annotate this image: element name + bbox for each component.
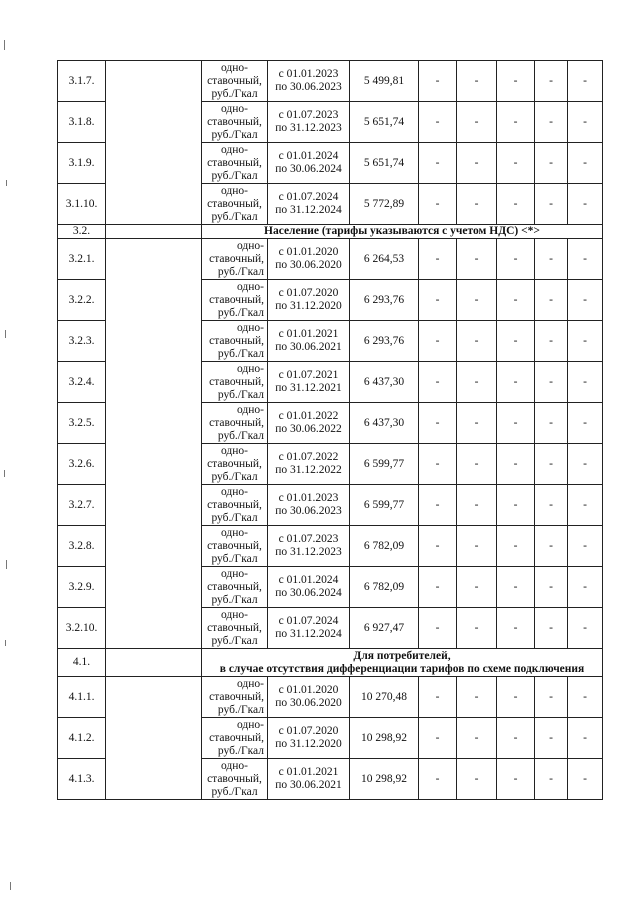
- row-number: 3.2.10.: [58, 608, 106, 649]
- period: [268, 759, 350, 800]
- rate-type: [202, 102, 268, 143]
- empty-value-d3: -: [497, 184, 535, 225]
- section-row: [58, 649, 603, 677]
- empty-value-d2: -: [457, 143, 497, 184]
- period-line: с 01.01.2020: [278, 684, 339, 696]
- tariff-value: 6 599,77: [350, 444, 419, 485]
- rate-type-line: руб./Гкал: [217, 306, 264, 319]
- period-line: по 30.06.2021: [275, 779, 342, 791]
- period-line: с 01.07.2024: [278, 615, 339, 627]
- period-line: по 30.06.2020: [275, 259, 342, 271]
- group-cell: [106, 649, 202, 677]
- empty-value-d3: -: [497, 280, 535, 321]
- empty-value-d3: -: [497, 239, 535, 280]
- rate-type: [202, 608, 268, 649]
- empty-value-d1: -: [419, 759, 457, 800]
- empty-value-d2: -: [457, 677, 497, 718]
- rate-type-line: руб./Гкал: [211, 210, 258, 223]
- period-line: с 01.01.2023: [278, 492, 339, 504]
- rate-type: [202, 321, 268, 362]
- empty-value-d5: -: [568, 526, 603, 567]
- row-number: 3.1.7.: [58, 61, 106, 102]
- row-number: 3.1.9.: [58, 143, 106, 184]
- empty-value-d5: -: [568, 403, 603, 444]
- empty-value-d4: -: [535, 677, 568, 718]
- tariff-value: 6 293,76: [350, 280, 419, 321]
- empty-value-d2: -: [457, 567, 497, 608]
- rate-type: [202, 239, 268, 280]
- empty-value-d3: -: [497, 61, 535, 102]
- empty-value-d5: -: [568, 280, 603, 321]
- rate-type-line: одно-: [220, 102, 248, 115]
- tariff-value: 10 298,92: [350, 718, 419, 759]
- empty-value-d3: -: [497, 321, 535, 362]
- scan-mark: [4, 470, 5, 477]
- period: [268, 61, 350, 102]
- tariff-table: [57, 60, 603, 800]
- period: [268, 239, 350, 280]
- empty-value-d5: -: [568, 718, 603, 759]
- tariff-value: 5 772,89: [350, 184, 419, 225]
- period-line: по 30.06.2023: [275, 81, 342, 93]
- rate-type-line: ставочный,: [207, 115, 262, 128]
- empty-value-d1: -: [419, 239, 457, 280]
- rate-type-line: ставочный,: [207, 498, 262, 511]
- rate-type-line: ставочный,: [207, 156, 262, 169]
- period-line: с 01.07.2024: [278, 191, 339, 203]
- empty-value-d3: -: [497, 718, 535, 759]
- empty-value-d4: -: [535, 444, 568, 485]
- rate-type-line: одно-: [220, 444, 248, 457]
- row-number: 3.2.5.: [58, 403, 106, 444]
- tariff-row: [58, 677, 603, 718]
- rate-type-line: ставочный,: [209, 731, 264, 744]
- tariff-value: 5 499,81: [350, 61, 419, 102]
- empty-value-d2: -: [457, 608, 497, 649]
- period-line: по 30.06.2020: [275, 697, 342, 709]
- empty-value-d1: -: [419, 280, 457, 321]
- group-cell: [106, 61, 202, 225]
- period: [268, 567, 350, 608]
- section-title: [202, 225, 603, 239]
- row-number: 3.2.: [58, 225, 106, 239]
- empty-value-d5: -: [568, 239, 603, 280]
- rate-type: [202, 567, 268, 608]
- row-number: 3.2.1.: [58, 239, 106, 280]
- scan-mark: [6, 560, 7, 569]
- empty-value-d2: -: [457, 280, 497, 321]
- rate-type-line: руб./Гкал: [211, 785, 258, 798]
- empty-value-d1: -: [419, 567, 457, 608]
- period-line: по 31.12.2020: [275, 738, 342, 750]
- tariff-value: 6 927,47: [350, 608, 419, 649]
- row-number: 3.1.10.: [58, 184, 106, 225]
- section-title: [202, 649, 603, 677]
- rate-type-line: одно-: [236, 362, 264, 375]
- empty-value-d2: -: [457, 321, 497, 362]
- period-line: по 30.06.2024: [275, 163, 342, 175]
- rate-type-line: одно-: [236, 403, 264, 416]
- rate-type: [202, 403, 268, 444]
- empty-value-d1: -: [419, 485, 457, 526]
- empty-value-d4: -: [535, 280, 568, 321]
- rate-type-line: одно-: [220, 143, 248, 156]
- empty-value-d4: -: [535, 608, 568, 649]
- empty-value-d2: -: [457, 485, 497, 526]
- period: [268, 362, 350, 403]
- rate-type: [202, 61, 268, 102]
- rate-type-line: ставочный,: [207, 74, 262, 87]
- tariff-value: 6 782,09: [350, 567, 419, 608]
- rate-type-line: одно-: [236, 718, 264, 731]
- period: [268, 143, 350, 184]
- row-number: 3.2.9.: [58, 567, 106, 608]
- period-line: по 30.06.2023: [275, 505, 342, 517]
- period-line: с 01.07.2023: [278, 533, 339, 545]
- period: [268, 102, 350, 143]
- rate-type-line: одно-: [220, 61, 248, 74]
- rate-type: [202, 718, 268, 759]
- period-line: по 31.12.2023: [275, 546, 342, 558]
- empty-value-d5: -: [568, 362, 603, 403]
- rate-type-line: руб./Гкал: [211, 552, 258, 565]
- empty-value-d2: -: [457, 61, 497, 102]
- empty-value-d5: -: [568, 485, 603, 526]
- empty-value-d1: -: [419, 61, 457, 102]
- period-line: с 01.01.2024: [278, 150, 339, 162]
- period-line: по 30.06.2024: [275, 587, 342, 599]
- tariff-row: [58, 239, 603, 280]
- rate-type-line: руб./Гкал: [217, 429, 264, 442]
- empty-value-d2: -: [457, 403, 497, 444]
- empty-value-d2: -: [457, 526, 497, 567]
- tariff-value: 10 270,48: [350, 677, 419, 718]
- empty-value-d5: -: [568, 608, 603, 649]
- empty-value-d5: -: [568, 444, 603, 485]
- period: [268, 280, 350, 321]
- period-line: с 01.07.2023: [278, 109, 339, 121]
- row-number: 3.2.8.: [58, 526, 106, 567]
- period-line: по 31.12.2020: [275, 300, 342, 312]
- rate-type-line: одно-: [236, 239, 264, 252]
- empty-value-d1: -: [419, 321, 457, 362]
- empty-value-d2: -: [457, 444, 497, 485]
- rate-type: [202, 526, 268, 567]
- tariff-value: 5 651,74: [350, 143, 419, 184]
- rate-type-line: руб./Гкал: [211, 169, 258, 182]
- period: [268, 184, 350, 225]
- section-title-line: в случае отсутствия дифференциации тарифов по схеме подключения: [219, 662, 585, 675]
- rate-type-line: ставочный,: [207, 539, 262, 552]
- empty-value-d5: -: [568, 567, 603, 608]
- period-line: с 01.07.2020: [278, 287, 339, 299]
- rate-type-line: ставочный,: [209, 416, 264, 429]
- scan-mark: [5, 640, 6, 646]
- empty-value-d3: -: [497, 526, 535, 567]
- period-line: с 01.07.2020: [278, 725, 339, 737]
- rate-type-line: ставочный,: [207, 580, 262, 593]
- scan-mark: [4, 40, 5, 50]
- row-number: 4.1.: [58, 649, 106, 677]
- empty-value-d4: -: [535, 239, 568, 280]
- tariff-value: 6 599,77: [350, 485, 419, 526]
- tariff-value: 5 651,74: [350, 102, 419, 143]
- period-line: с 01.01.2024: [278, 574, 339, 586]
- empty-value-d4: -: [535, 102, 568, 143]
- empty-value-d1: -: [419, 143, 457, 184]
- empty-value-d4: -: [535, 759, 568, 800]
- empty-value-d5: -: [568, 321, 603, 362]
- period-line: с 01.01.2021: [278, 766, 339, 778]
- empty-value-d3: -: [497, 102, 535, 143]
- tariff-value: 6 264,53: [350, 239, 419, 280]
- period-line: по 31.12.2022: [275, 464, 342, 476]
- period: [268, 403, 350, 444]
- row-number: 3.2.7.: [58, 485, 106, 526]
- empty-value-d1: -: [419, 718, 457, 759]
- row-number: 4.1.3.: [58, 759, 106, 800]
- row-number: 3.2.6.: [58, 444, 106, 485]
- empty-value-d5: -: [568, 184, 603, 225]
- period-line: с 01.07.2022: [278, 451, 339, 463]
- row-number: 3.2.4.: [58, 362, 106, 403]
- rate-type-line: одно-: [220, 567, 248, 580]
- empty-value-d5: -: [568, 102, 603, 143]
- empty-value-d3: -: [497, 444, 535, 485]
- rate-type-line: руб./Гкал: [217, 347, 264, 360]
- empty-value-d5: -: [568, 143, 603, 184]
- rate-type-line: ставочный,: [207, 772, 262, 785]
- empty-value-d3: -: [497, 759, 535, 800]
- row-number: 4.1.2.: [58, 718, 106, 759]
- rate-type: [202, 280, 268, 321]
- rate-type-line: ставочный,: [209, 293, 264, 306]
- empty-value-d1: -: [419, 102, 457, 143]
- empty-value-d2: -: [457, 239, 497, 280]
- rate-type-line: одно-: [220, 485, 248, 498]
- rate-type-line: ставочный,: [207, 457, 262, 470]
- empty-value-d4: -: [535, 526, 568, 567]
- rate-type-line: ставочный,: [209, 252, 264, 265]
- empty-value-d4: -: [535, 403, 568, 444]
- empty-value-d3: -: [497, 485, 535, 526]
- rate-type-line: ставочный,: [209, 690, 264, 703]
- period: [268, 677, 350, 718]
- empty-value-d4: -: [535, 321, 568, 362]
- rate-type-line: руб./Гкал: [211, 634, 258, 647]
- empty-value-d5: -: [568, 61, 603, 102]
- period-line: с 01.01.2023: [278, 68, 339, 80]
- empty-value-d1: -: [419, 403, 457, 444]
- empty-value-d1: -: [419, 526, 457, 567]
- rate-type-line: руб./Гкал: [211, 511, 258, 524]
- tariff-value: 6 437,30: [350, 362, 419, 403]
- row-number: 4.1.1.: [58, 677, 106, 718]
- tariff-row: [58, 61, 603, 102]
- row-number: 3.2.3.: [58, 321, 106, 362]
- rate-type: [202, 677, 268, 718]
- rate-type-line: руб./Гкал: [217, 703, 264, 716]
- rate-type-line: руб./Гкал: [217, 744, 264, 757]
- empty-value-d5: -: [568, 677, 603, 718]
- period-line: по 30.06.2021: [275, 341, 342, 353]
- empty-value-d4: -: [535, 718, 568, 759]
- group-cell: [106, 677, 202, 800]
- rate-type: [202, 444, 268, 485]
- period: [268, 526, 350, 567]
- group-cell: [106, 239, 202, 649]
- scan-mark: [10, 882, 11, 890]
- empty-value-d3: -: [497, 143, 535, 184]
- empty-value-d4: -: [535, 485, 568, 526]
- row-number: 3.1.8.: [58, 102, 106, 143]
- rate-type-line: одно-: [236, 321, 264, 334]
- rate-type-line: одно-: [220, 526, 248, 539]
- empty-value-d3: -: [497, 677, 535, 718]
- period: [268, 608, 350, 649]
- period-line: по 30.06.2022: [275, 423, 342, 435]
- tariff-value: 6 782,09: [350, 526, 419, 567]
- rate-type-line: руб./Гкал: [211, 593, 258, 606]
- period: [268, 718, 350, 759]
- section-title-line: Для потребителей,: [353, 649, 451, 662]
- rate-type-line: руб./Гкал: [211, 470, 258, 483]
- section-title-line: Население (тарифы указываются с учетом НДС) <*>: [264, 225, 540, 237]
- empty-value-d4: -: [535, 567, 568, 608]
- empty-value-d1: -: [419, 608, 457, 649]
- period: [268, 485, 350, 526]
- rate-type-line: одно-: [220, 184, 248, 197]
- empty-value-d3: -: [497, 403, 535, 444]
- rate-type: [202, 759, 268, 800]
- tariff-value: 6 437,30: [350, 403, 419, 444]
- period-line: с 01.01.2020: [278, 246, 339, 258]
- empty-value-d2: -: [457, 362, 497, 403]
- rate-type-line: руб./Гкал: [211, 87, 258, 100]
- period-line: по 31.12.2021: [275, 382, 342, 394]
- empty-value-d4: -: [535, 143, 568, 184]
- section-row: [58, 225, 603, 239]
- period-line: по 31.12.2024: [275, 204, 342, 216]
- empty-value-d3: -: [497, 567, 535, 608]
- empty-value-d1: -: [419, 362, 457, 403]
- empty-value-d3: -: [497, 362, 535, 403]
- rate-type: [202, 143, 268, 184]
- rate-type-line: руб./Гкал: [211, 128, 258, 141]
- period: [268, 321, 350, 362]
- period: [268, 444, 350, 485]
- empty-value-d1: -: [419, 184, 457, 225]
- rate-type-line: ставочный,: [207, 197, 262, 210]
- row-number: 3.2.2.: [58, 280, 106, 321]
- rate-type-line: одно-: [220, 759, 248, 772]
- empty-value-d2: -: [457, 759, 497, 800]
- rate-type-line: одно-: [236, 677, 264, 690]
- empty-value-d4: -: [535, 362, 568, 403]
- empty-value-d2: -: [457, 102, 497, 143]
- empty-value-d2: -: [457, 184, 497, 225]
- empty-value-d1: -: [419, 677, 457, 718]
- rate-type-line: одно-: [236, 280, 264, 293]
- empty-value-d4: -: [535, 61, 568, 102]
- tariff-value: 6 293,76: [350, 321, 419, 362]
- tariff-value: 10 298,92: [350, 759, 419, 800]
- rate-type: [202, 184, 268, 225]
- empty-value-d2: -: [457, 718, 497, 759]
- rate-type-line: ставочный,: [209, 334, 264, 347]
- rate-type-line: руб./Гкал: [217, 388, 264, 401]
- rate-type: [202, 485, 268, 526]
- rate-type-line: одно-: [220, 608, 248, 621]
- period-line: с 01.01.2021: [278, 328, 339, 340]
- scan-mark: [6, 180, 7, 186]
- group-cell: [106, 225, 202, 239]
- empty-value-d3: -: [497, 608, 535, 649]
- period-line: с 01.07.2021: [278, 369, 339, 381]
- rate-type-line: руб./Гкал: [217, 265, 264, 278]
- rate-type-line: ставочный,: [207, 621, 262, 634]
- empty-value-d5: -: [568, 759, 603, 800]
- period-line: по 31.12.2023: [275, 122, 342, 134]
- scan-mark: [5, 330, 6, 338]
- empty-value-d4: -: [535, 184, 568, 225]
- rate-type: [202, 362, 268, 403]
- period-line: по 31.12.2024: [275, 628, 342, 640]
- period-line: с 01.01.2022: [278, 410, 339, 422]
- empty-value-d1: -: [419, 444, 457, 485]
- rate-type-line: ставочный,: [209, 375, 264, 388]
